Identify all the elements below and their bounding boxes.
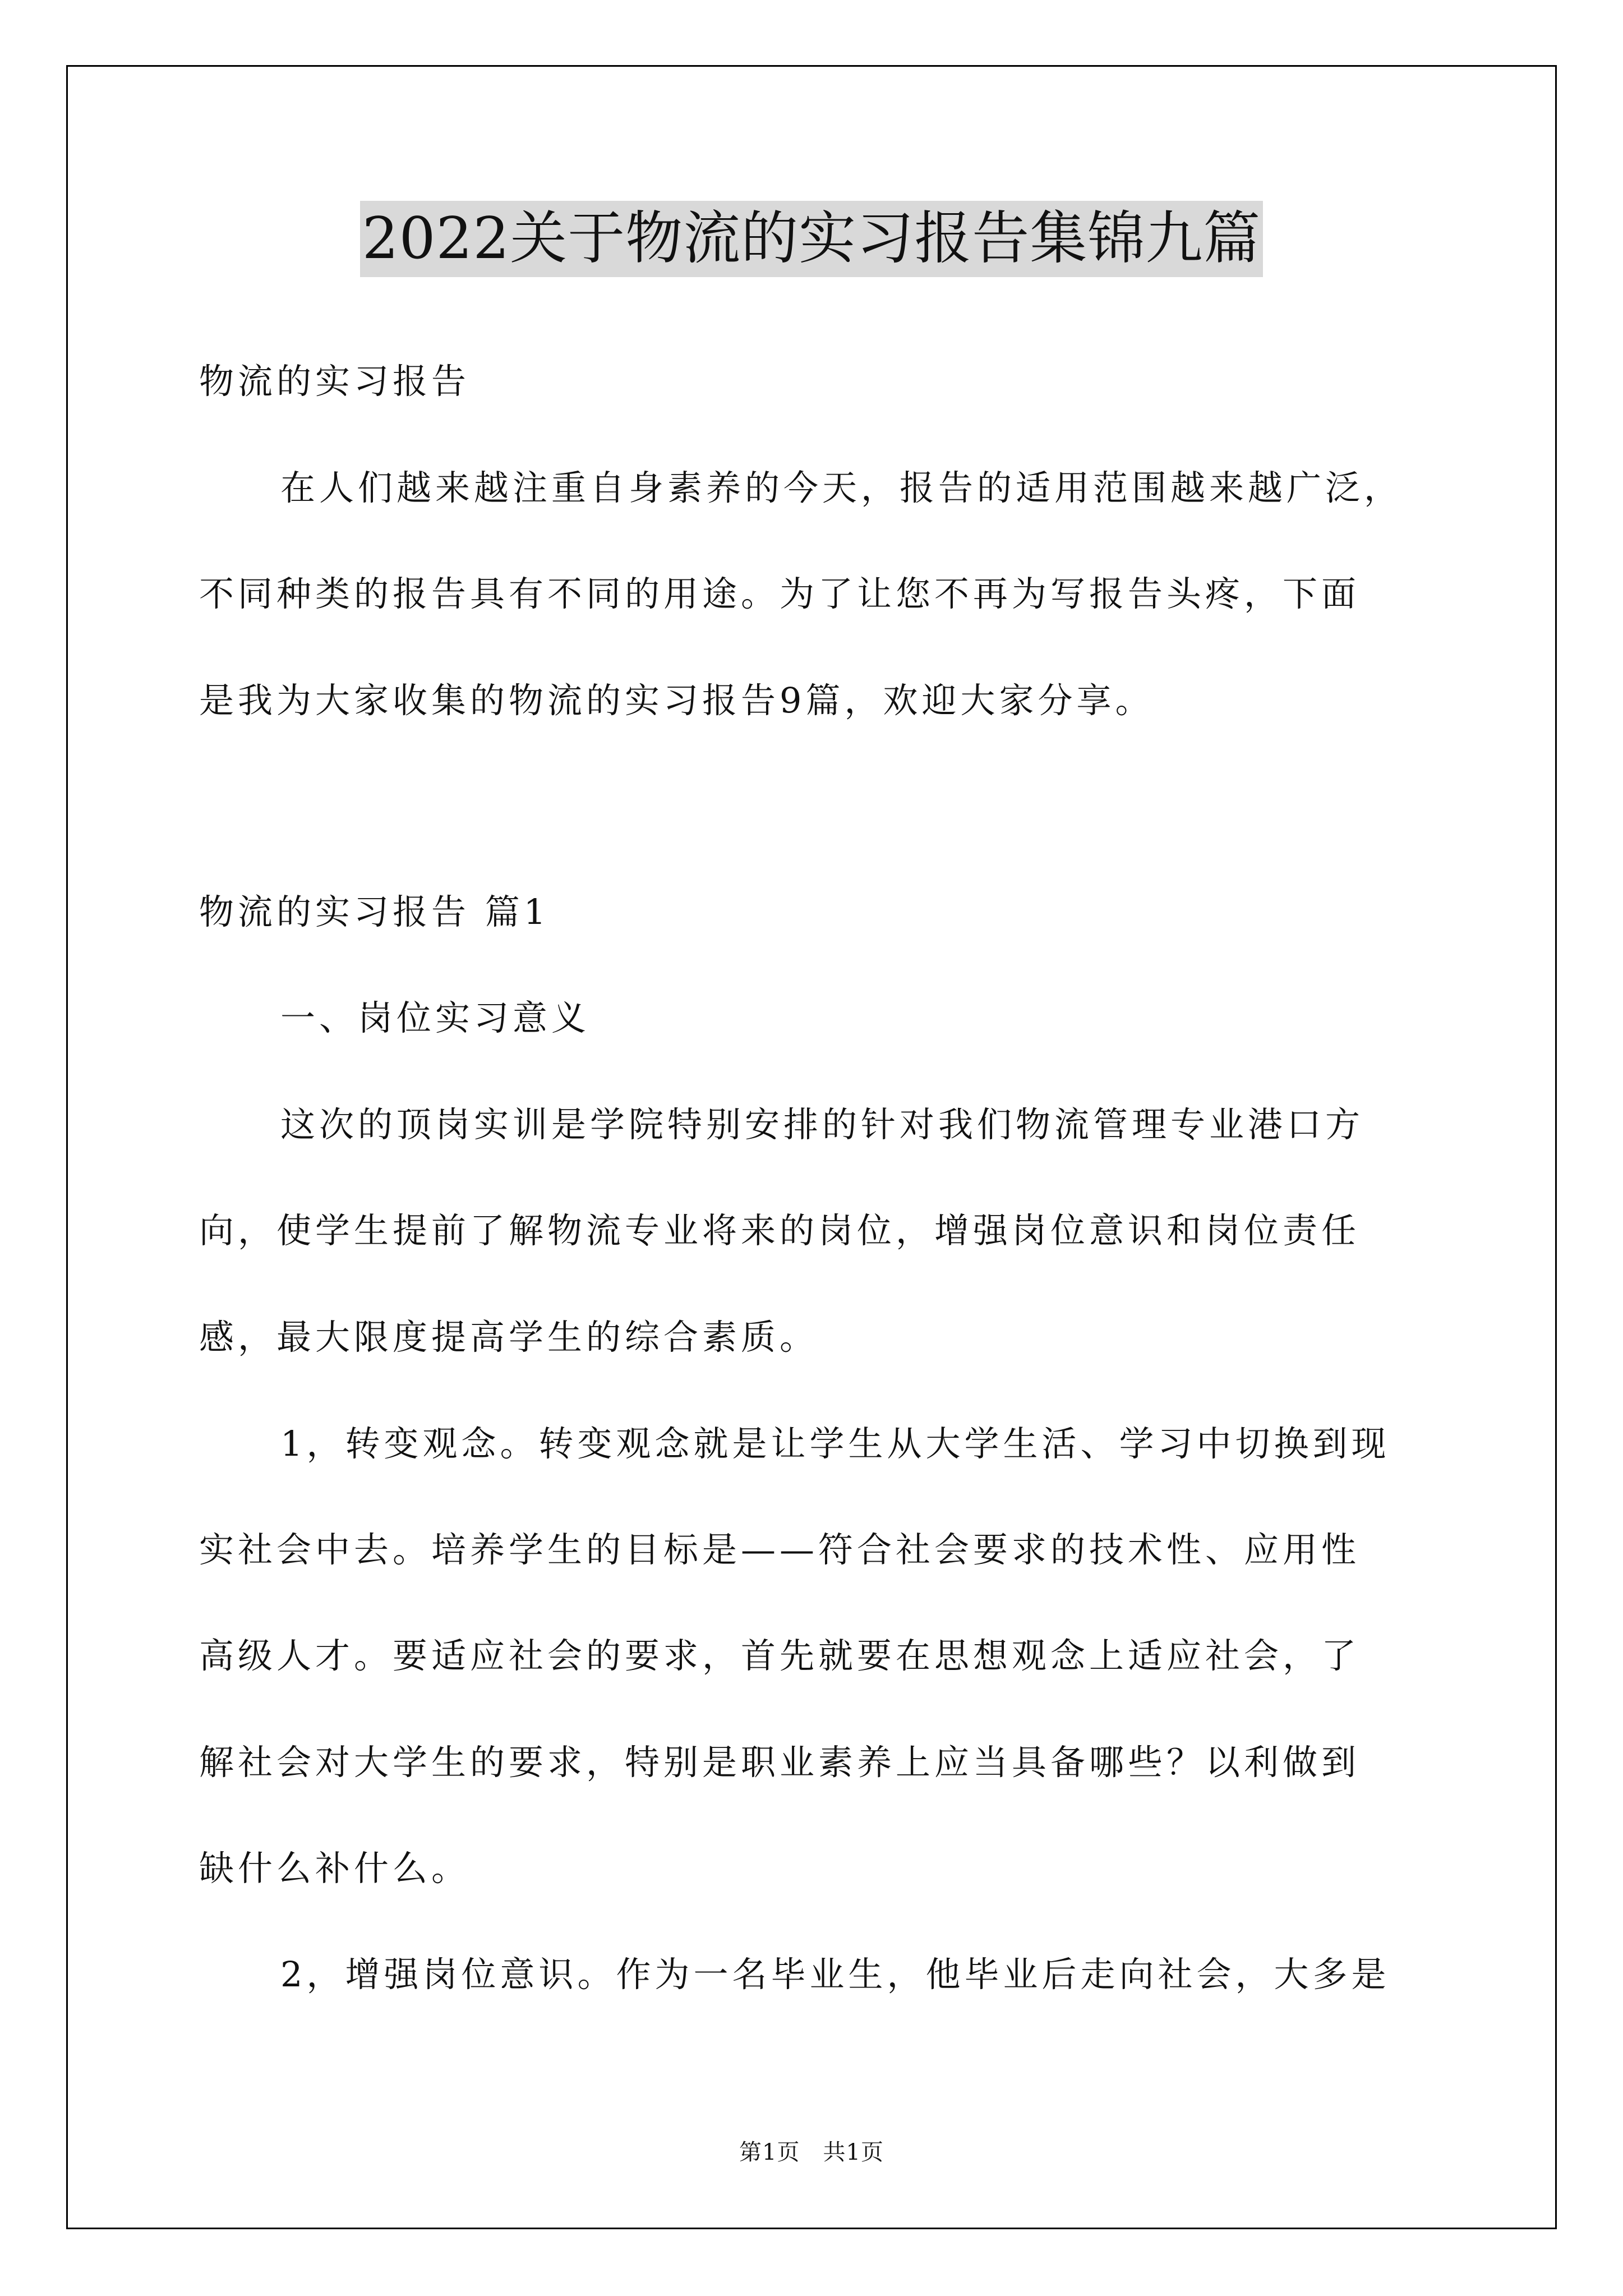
paragraph-line: 这次的顶岗实训是学院特别安排的针对我们物流管理专业港口方	[280, 1104, 1364, 1145]
paragraph-line: 解社会对大学生的要求，特别是职业素养上应当具备哪些？以利做到	[199, 1742, 1361, 1783]
paragraph-line: 实社会中去。培养学生的目标是——符合社会要求的技术性、应用性	[199, 1529, 1361, 1570]
paragraph-line: 2，增强岗位意识。作为一名毕业生，他毕业后走向社会，大多是	[280, 1954, 1390, 1995]
paragraph-line: 缺什么补什么。	[199, 1848, 471, 1889]
paragraph-line: 向，使学生提前了解物流专业将来的岗位，增强岗位意识和岗位责任	[199, 1210, 1361, 1251]
subsection-heading: 一、岗位实习意义	[280, 997, 591, 1038]
section-heading: 物流的实习报告 篇1	[199, 891, 550, 932]
title-container	[0, 201, 1623, 277]
page-footer: 第1页 共1页	[739, 2139, 884, 2165]
paragraph-line: 1，转变观念。转变观念就是让学生从大学生活、学习中切换到现	[280, 1423, 1390, 1464]
paragraph-line: 在人们越来越注重自身素养的今天，报告的适用范围越来越广泛，	[280, 467, 1403, 508]
paragraph-line: 高级人才。要适应社会的要求，首先就要在思想观念上适应社会，了	[199, 1635, 1361, 1676]
paragraph-line: 感，最大限度提高学生的综合素质。	[199, 1317, 819, 1358]
paragraph-line: 不同种类的报告具有不同的用途。为了让您不再为写报告头疼，下面	[199, 573, 1361, 614]
document-title: 2022关于物流的实习报告集锦九篇	[360, 201, 1264, 277]
paragraph-line: 是我为大家收集的物流的实习报告9篇，欢迎大家分享。	[199, 680, 1154, 721]
section-heading: 物流的实习报告	[199, 361, 471, 402]
